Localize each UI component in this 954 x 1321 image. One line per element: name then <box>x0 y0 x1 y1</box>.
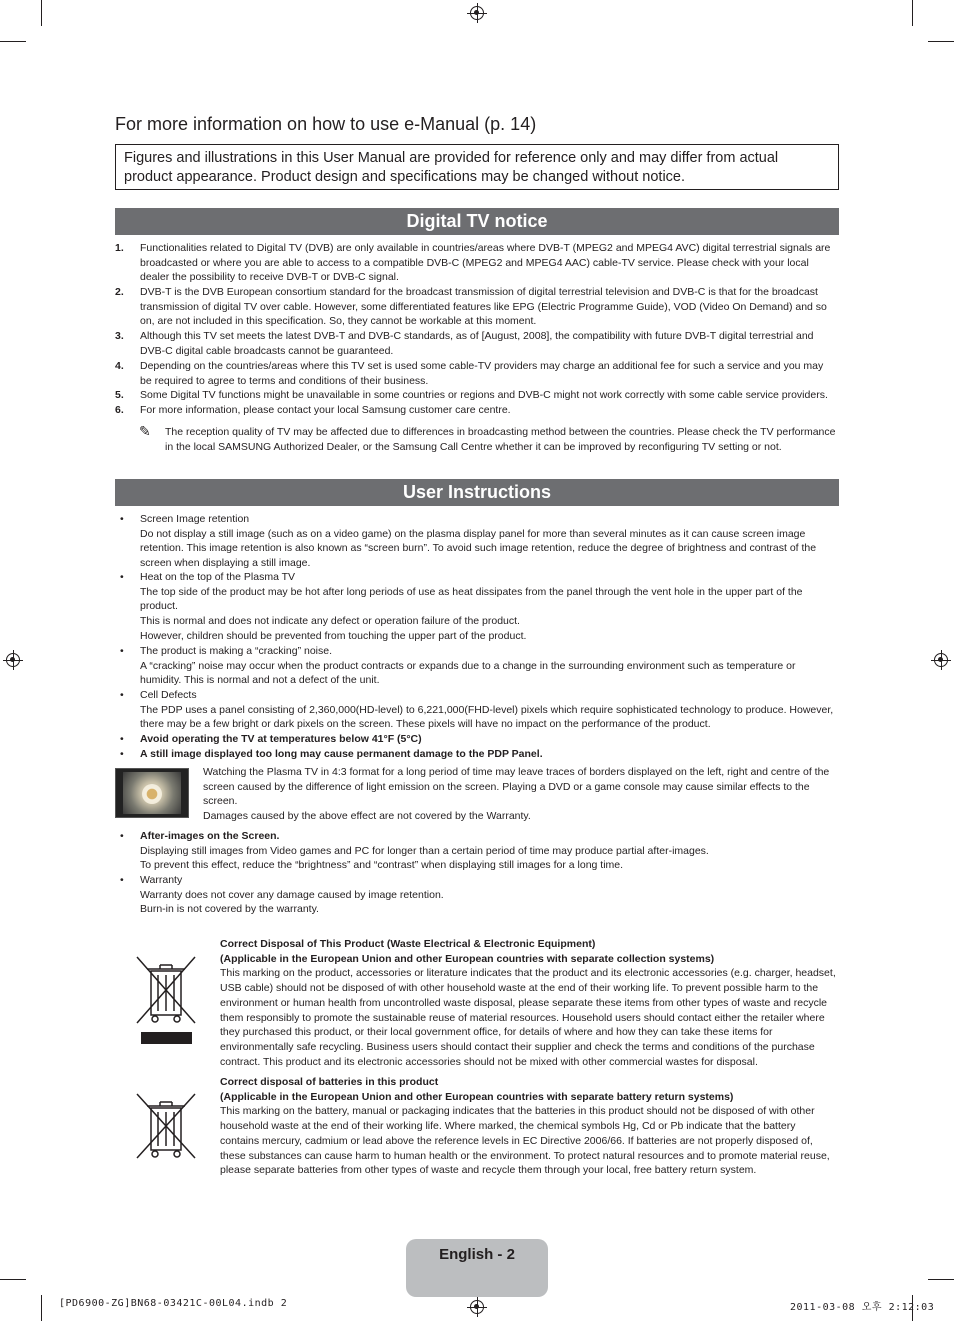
list-item <box>140 512 838 571</box>
list-item-body: Displaying still images from Video games and PC for longer than a certain period of time may produce partial after-images. <box>140 844 709 857</box>
digital-tv-heading: Digital TV notice <box>115 208 839 235</box>
item-text: Depending on the countries/areas where this TV set is used some cable-TV providers may charge an additional fee for such a service and you may be required to agree to terms and conditions of their business. <box>140 360 824 387</box>
tv-warning-body: Watching the Plasma TV in 4:3 format for a long period of time may leave traces of borders displayed on the left, right and centre of the screen caused by the difference of light emission on the screen. Playing a DVD or a game console may cause similar effects to the screen. <box>203 766 830 808</box>
print-date: 2011-03-08 오후 2:12:03 <box>790 1302 935 1313</box>
bullet: • <box>120 513 124 525</box>
list-item-title: Cell Defects <box>140 689 197 701</box>
list-item-body: The PDP uses a panel consisting of 2,360,000(HD-level) to 6,221,000(FHD-level) pixels which require sophisticated technology to produce. However, there may be a few bright or dark pixels on the screen. These pixels will have no impact on the performance of the product. <box>140 703 834 731</box>
note-pencil-icon: ✎ <box>139 423 151 439</box>
weee-bar <box>141 1032 192 1044</box>
list-item-body: The top side of the product may be hot after long periods of use as heat dissipates from the panel through the vent hole in the upper part of the product. <box>140 585 803 613</box>
crop-mark <box>928 41 954 42</box>
registration-mark-icon <box>470 6 484 20</box>
list-item-title: A still image displayed too long may cause permanent damage to the PDP Panel. <box>140 748 543 760</box>
tv-warning-body: Damages caused by the above effect are not covered by the Warranty. <box>203 810 531 823</box>
battery-title: Correct disposal of batteries in this product <box>220 1076 439 1088</box>
item-text: Functionalities related to Digital TV (DVB) are only available in countries/areas where DVB-T (MPEG2 and MPEG4 AVC) digital terrestrial signals are broadcasted or where you are able to access to a compatible DVB-C (MPEG2 and MPEG4 AAC) cable-TV service. Please check with your local dealer the possibility to receive DVB-T or DVB-C signal. <box>140 242 831 284</box>
list-item-title: Screen Image retention <box>140 513 250 525</box>
list-item-body: To prevent this effect, reduce the “brightness” and “contrast” when displaying still images for a long time. <box>140 859 624 872</box>
list-item-body: This is normal and does not indicate any defect or operation failure of the product. <box>140 615 520 628</box>
item-number: 4. <box>115 360 124 372</box>
list-item-title: Heat on the top of the Plasma TV <box>140 571 296 583</box>
crossed-out-bin-icon <box>133 953 199 1027</box>
bullet: • <box>120 689 124 701</box>
registration-mark-icon <box>934 653 948 667</box>
battery-section <box>220 1075 836 1178</box>
note-text: The reception quality of TV may be affected due to differences in broadcasting method between the countries. Please check the TV performance in the local SAMSUNG Authorized Dealer, or the Samsung Call Centre whether it can be improved by reconfiguring TV setting or not. <box>165 426 836 453</box>
item-number: 5. <box>115 389 124 401</box>
item-text: Some Digital TV functions might be unavailable in some countries or regions and DVB-C might not work correctly with some cable service providers. <box>140 389 828 401</box>
item-number: 3. <box>115 330 124 342</box>
bullet: • <box>120 733 124 745</box>
battery-body: This marking on the battery, manual or packaging indicates that the batteries in this product should not be disposed of with other household waste at the end of their working life. Where marked, the chemical symbols Hg, Cd or Pb indicate that the battery contains mercury, cadmium or lead above the reference levels in EC Directive 2006/66. If batteries are not properly disposed of, these substances can cause harm to human health or the environment. To protect natural resources and to promote material reuse, please separate batteries from other types of waste and recycle them through your local, free battery return system. <box>220 1105 830 1177</box>
weee-body: This marking on the product, accessories or literature indicates that the product and its electronic accessories (e.g. charger, headset, USB cable) should not be disposed of with other household waste at the end of their working life. To prevent possible harm to the environment or human health from uncontrolled waste disposal, please separate these items from other types of waste and recycle them responsibly to promote the sustainable reuse of material resources. Household users should contact either the retailer where they purchased this product, or their local government office, for details of where and how they can take these items for environmentally safe recycling. Business users should contact their supplier and check the terms and conditions of the purchase contract. This product and its electronic accessories should not be mixed with other commercial wastes for disposal. <box>220 967 836 1068</box>
registration-mark-icon <box>470 1300 484 1314</box>
bullet: • <box>120 571 124 583</box>
weee-subtitle: (Applicable in the European Union and other European countries with separate collection systems) <box>220 952 715 965</box>
list-item-body: However, children should be prevented from touching the upper part of the product. <box>140 629 527 642</box>
list-item <box>140 873 838 917</box>
registration-mark-icon <box>6 653 20 667</box>
file-info: [PD6900-ZG]BN68-03421C-00L04.indb 2 <box>59 1298 288 1309</box>
bullet: • <box>120 830 124 842</box>
item-text: DVB-T is the DVB European consortium standard for the broadcast transmission of digital terrestrial television and DVB-C is that for the broadcast transmission of digital TV over cable. However, some differentiated features like EPG (Electric Programme Guide), VOD (Video On Demand) and so on, are not included in this specification. So, they cannot be workable at this moment. <box>140 286 827 328</box>
bullet: • <box>120 748 124 760</box>
list-item-title: After-images on the Screen. <box>140 830 280 842</box>
page-number-label: English - 2 <box>439 1246 515 1263</box>
list-item-body: A “cracking” noise may occur when the product contracts or expands due to a change in the surrounding environment such as temperature or humidity. This is normal and not a defect of the unit. <box>140 659 796 687</box>
crop-mark <box>0 41 26 42</box>
list-item-title: Warranty <box>140 874 183 886</box>
battery-subtitle: (Applicable in the European Union and other European countries with separate battery return systems) <box>220 1090 734 1103</box>
item-number: 6. <box>115 404 124 416</box>
list-item-title: The product is making a “cracking” noise. <box>140 645 332 657</box>
item-text: Although this TV set meets the latest DVB-T and DVB-C standards, as of [August, 2008], the compatibility with future DVB-T digital terrestrial and DVB-C digital cable broadcasts cannot be guaranteed. <box>140 330 814 357</box>
crop-mark <box>41 1295 42 1321</box>
list-item-title: Avoid operating the TV at temperatures below 41°F (5°C) <box>140 733 422 745</box>
crop-mark <box>0 1279 26 1280</box>
weee-section <box>220 937 836 1069</box>
tv-screen-image <box>115 768 189 818</box>
bullet: • <box>120 874 124 886</box>
item-number: 1. <box>115 242 124 254</box>
list-item <box>140 644 838 688</box>
list-item <box>140 829 838 873</box>
list-item <box>140 570 838 644</box>
tv-warning-text <box>203 765 838 824</box>
page-title: For more information on how to use e-Manual (p. 14) <box>115 114 537 134</box>
user-instructions-heading: User Instructions <box>115 479 839 506</box>
bullet: • <box>120 645 124 657</box>
crop-mark <box>928 1279 954 1280</box>
disclaimer-box: Figures and illustrations in this User Manual are provided for reference only and may differ from actual product appearance. Product design and specifications may be changed without notice. <box>115 144 839 190</box>
flower-image <box>142 784 162 804</box>
item-number: 2. <box>115 286 124 298</box>
crop-mark <box>912 0 913 26</box>
item-text: For more information, please contact your local Samsung customer care centre. <box>140 404 511 416</box>
weee-title: Correct Disposal of This Product (Waste Electrical & Electronic Equipment) <box>220 938 596 950</box>
crossed-out-battery-bin-icon <box>133 1090 199 1162</box>
list-item-body: Warranty does not cover any damage caused by image retention. <box>140 888 444 901</box>
list-item <box>140 688 838 732</box>
crop-mark <box>41 0 42 26</box>
list-item-body: Burn-in is not covered by the warranty. <box>140 903 319 916</box>
list-item-body: Do not display a still image (such as on a video game) on the plasma display panel for more than several minutes as it can cause screen image retention. This image retention is also known as “screen burn”. To avoid such image retention, reduce the degree of brightness and contrast of the screen when displaying a still image. <box>140 527 817 570</box>
